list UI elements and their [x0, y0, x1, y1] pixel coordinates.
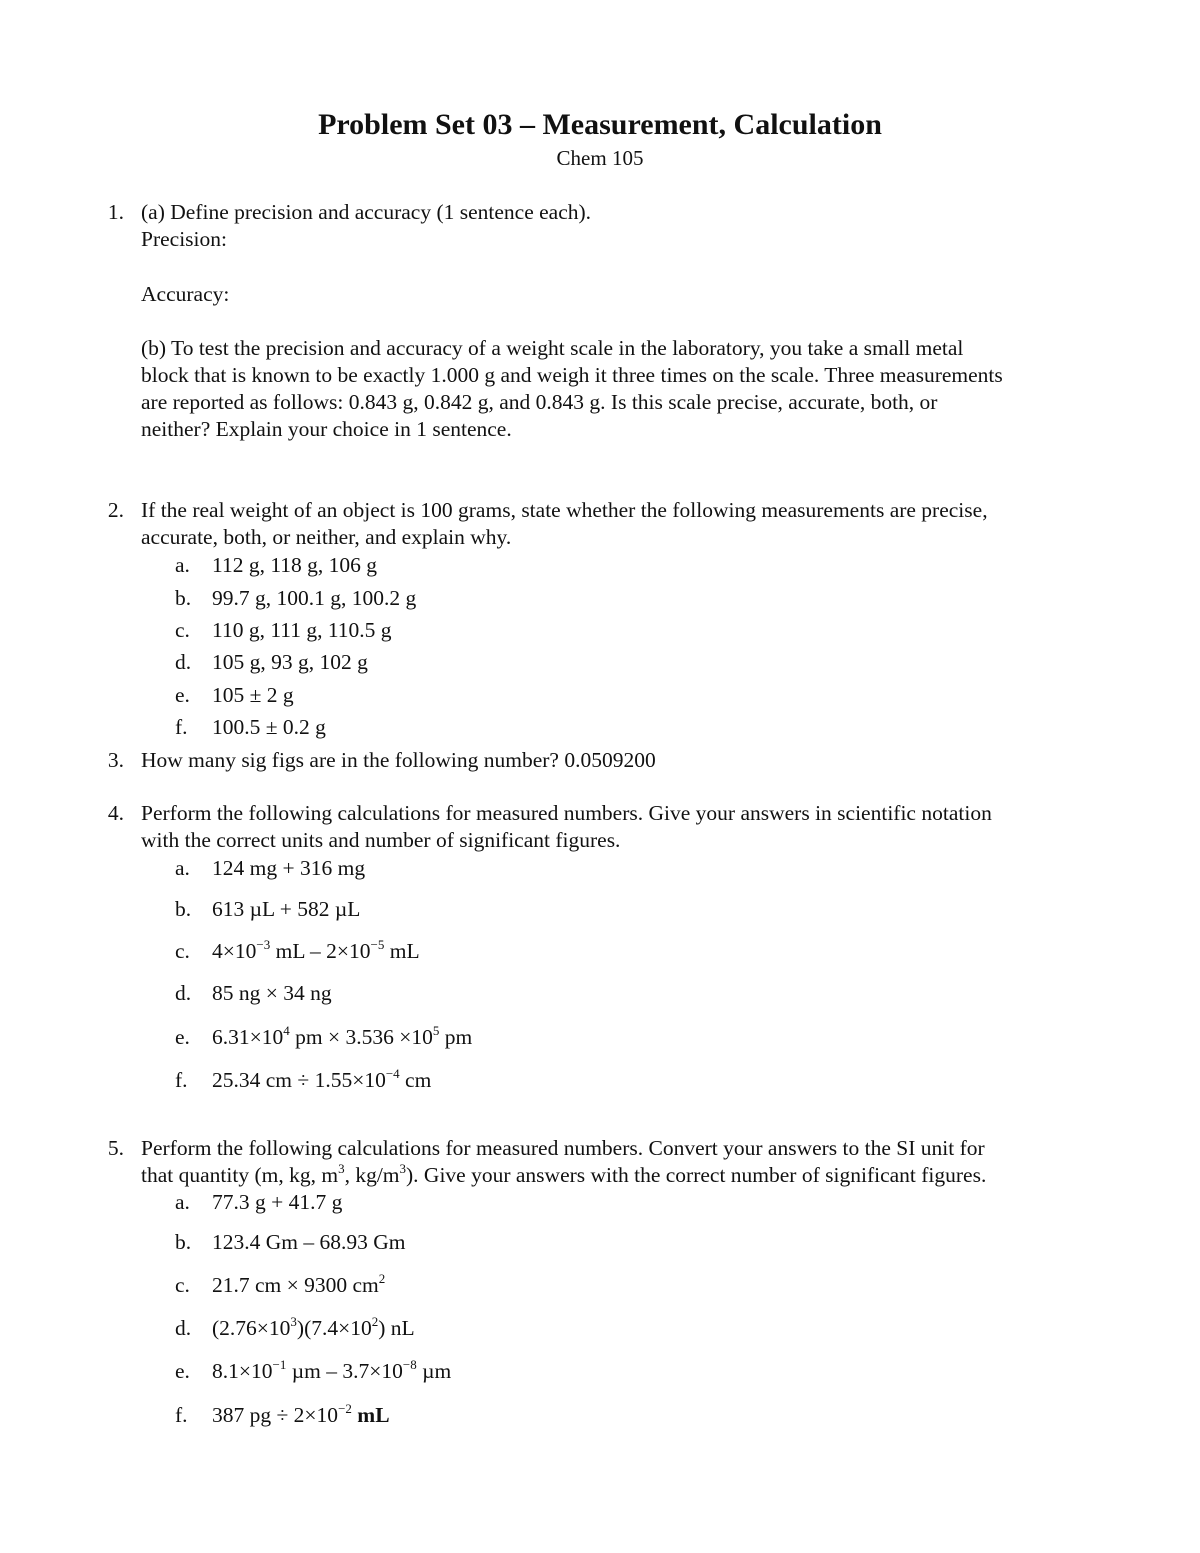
- expr-part: pm: [439, 1025, 473, 1049]
- expr-part: 8.1×10: [212, 1359, 273, 1383]
- q2-text-line: If the real weight of an object is 100 grams, state whether the following measurements are precise,: [141, 498, 988, 522]
- list-item-letter: f.: [175, 715, 188, 739]
- list-item-letter: a.: [175, 856, 190, 880]
- q2-text-line: accurate, both, or neither, and explain why.: [141, 525, 512, 549]
- list-item: 100.5 ± 0.2 g: [212, 715, 326, 739]
- list-item: 110 g, 111 g, 110.5 g: [212, 618, 392, 642]
- list-item: [212, 1315, 415, 1342]
- exponent: −8: [402, 1357, 417, 1372]
- list-item-letter: b.: [175, 586, 192, 610]
- expr-part: cm: [399, 1068, 432, 1092]
- list-item: 105 g, 93 g, 102 g: [212, 650, 368, 674]
- expr-part: ) nL: [378, 1316, 415, 1340]
- question-number: 2.: [107, 498, 124, 522]
- list-item: 124 mg + 316 mg: [212, 856, 366, 880]
- expr-part: mL – 2×10: [270, 939, 371, 963]
- expr-part: ). Give your answers with the correct number of significant figures.: [406, 1163, 987, 1187]
- exponent: 5: [432, 1023, 440, 1038]
- list-item: [212, 1067, 431, 1094]
- list-item: [212, 1358, 451, 1385]
- list-item-letter: f.: [175, 1068, 188, 1092]
- expr-part: pm × 3.536 ×10: [289, 1025, 433, 1049]
- list-item: 77.3 g + 41.7 g: [212, 1190, 343, 1214]
- list-item-letter: a.: [175, 553, 190, 577]
- exponent: 4: [283, 1023, 290, 1038]
- q1-accuracy-label: Accuracy:: [141, 282, 230, 306]
- expr-part: 387 pg ÷ 2×10: [212, 1403, 339, 1427]
- question-number: 5.: [107, 1136, 124, 1160]
- expr-part: that quantity (m, kg, m: [141, 1163, 339, 1187]
- q1-precision-label: Precision:: [141, 227, 227, 251]
- expr-part: µm: [416, 1359, 452, 1383]
- list-item-letter: e.: [175, 683, 190, 707]
- exponent: 3: [290, 1314, 297, 1329]
- list-item-letter: d.: [175, 1316, 192, 1340]
- q1-part-b-line: neither? Explain your choice in 1 sentence.: [141, 417, 512, 441]
- exponent: −5: [370, 937, 385, 952]
- q1-part-b-line: block that is known to be exactly 1.000 g and weigh it three times on the scale. Three measurements: [141, 363, 1003, 387]
- list-item-letter: d.: [175, 650, 192, 674]
- expr-part: 21.7 cm × 9300 cm: [212, 1273, 379, 1297]
- q4-text-line: Perform the following calculations for measured numbers. Give your answers in scientific notation: [141, 801, 992, 825]
- q1-part-b-line: are reported as follows: 0.843 g, 0.842 g, and 0.843 g. Is this scale precise, accurate, both, or: [141, 390, 938, 414]
- list-item: [212, 938, 420, 965]
- expr-part: (2.76×10: [212, 1316, 291, 1340]
- list-item: 105 ± 2 g: [212, 683, 294, 707]
- exponent: 2: [378, 1271, 386, 1286]
- list-item: 99.7 g, 100.1 g, 100.2 g: [212, 586, 417, 610]
- q5-text-line: Perform the following calculations for measured numbers. Convert your answers to the SI unit for: [141, 1136, 985, 1160]
- course-name: Chem 105: [556, 146, 644, 170]
- exponent: −2: [338, 1401, 352, 1416]
- expr-part: 4×10: [212, 939, 257, 963]
- question-number: 3.: [107, 748, 124, 772]
- expr-part: mL: [384, 939, 420, 963]
- question-number: 4.: [107, 801, 124, 825]
- expr-part: 6.31×10: [212, 1025, 284, 1049]
- expr-part: µm – 3.7×10: [286, 1359, 403, 1383]
- exponent: −1: [272, 1357, 287, 1372]
- q4-text-line: with the correct units and number of significant figures.: [141, 828, 621, 852]
- exponent: 3: [338, 1161, 345, 1176]
- list-item-letter: f.: [175, 1403, 188, 1427]
- q1-part-b-line: (b) To test the precision and accuracy of a weight scale in the laboratory, you take a small metal: [141, 336, 964, 360]
- page-title: Problem Set 03 – Measurement, Calculation: [318, 108, 882, 141]
- list-item-letter: e.: [175, 1025, 190, 1049]
- expr-part: mL: [351, 1403, 390, 1427]
- expr-part: 25.34 cm ÷ 1.55×10: [212, 1068, 386, 1092]
- list-item: 123.4 Gm – 68.93 Gm: [212, 1230, 406, 1254]
- exponent: −3: [256, 937, 271, 952]
- expr-part: )(7.4×10: [296, 1316, 372, 1340]
- list-item-letter: c.: [175, 1273, 190, 1297]
- list-item: [212, 1272, 385, 1299]
- list-item-letter: a.: [175, 1190, 190, 1214]
- list-item-letter: b.: [175, 1230, 192, 1254]
- q5-text-line: [141, 1162, 986, 1189]
- list-item: [212, 1024, 472, 1051]
- list-item-letter: c.: [175, 939, 190, 963]
- list-item-letter: d.: [175, 981, 192, 1005]
- q3-text: How many sig figs are in the following number? 0.0509200: [141, 748, 656, 772]
- list-item-letter: c.: [175, 618, 190, 642]
- list-item: 613 µL + 582 µL: [212, 897, 361, 921]
- question-number: 1.: [107, 200, 124, 224]
- exponent: 2: [371, 1314, 379, 1329]
- q1-part-a: (a) Define precision and accuracy (1 sentence each).: [141, 200, 592, 224]
- list-item: [212, 1402, 390, 1429]
- list-item: 112 g, 118 g, 106 g: [212, 553, 378, 577]
- expr-part: , kg/m: [344, 1163, 400, 1187]
- exponent: −4: [385, 1066, 400, 1081]
- exponent: 3: [399, 1161, 407, 1176]
- list-item-letter: e.: [175, 1359, 190, 1383]
- list-item: 85 ng × 34 ng: [212, 981, 332, 1005]
- list-item-letter: b.: [175, 897, 192, 921]
